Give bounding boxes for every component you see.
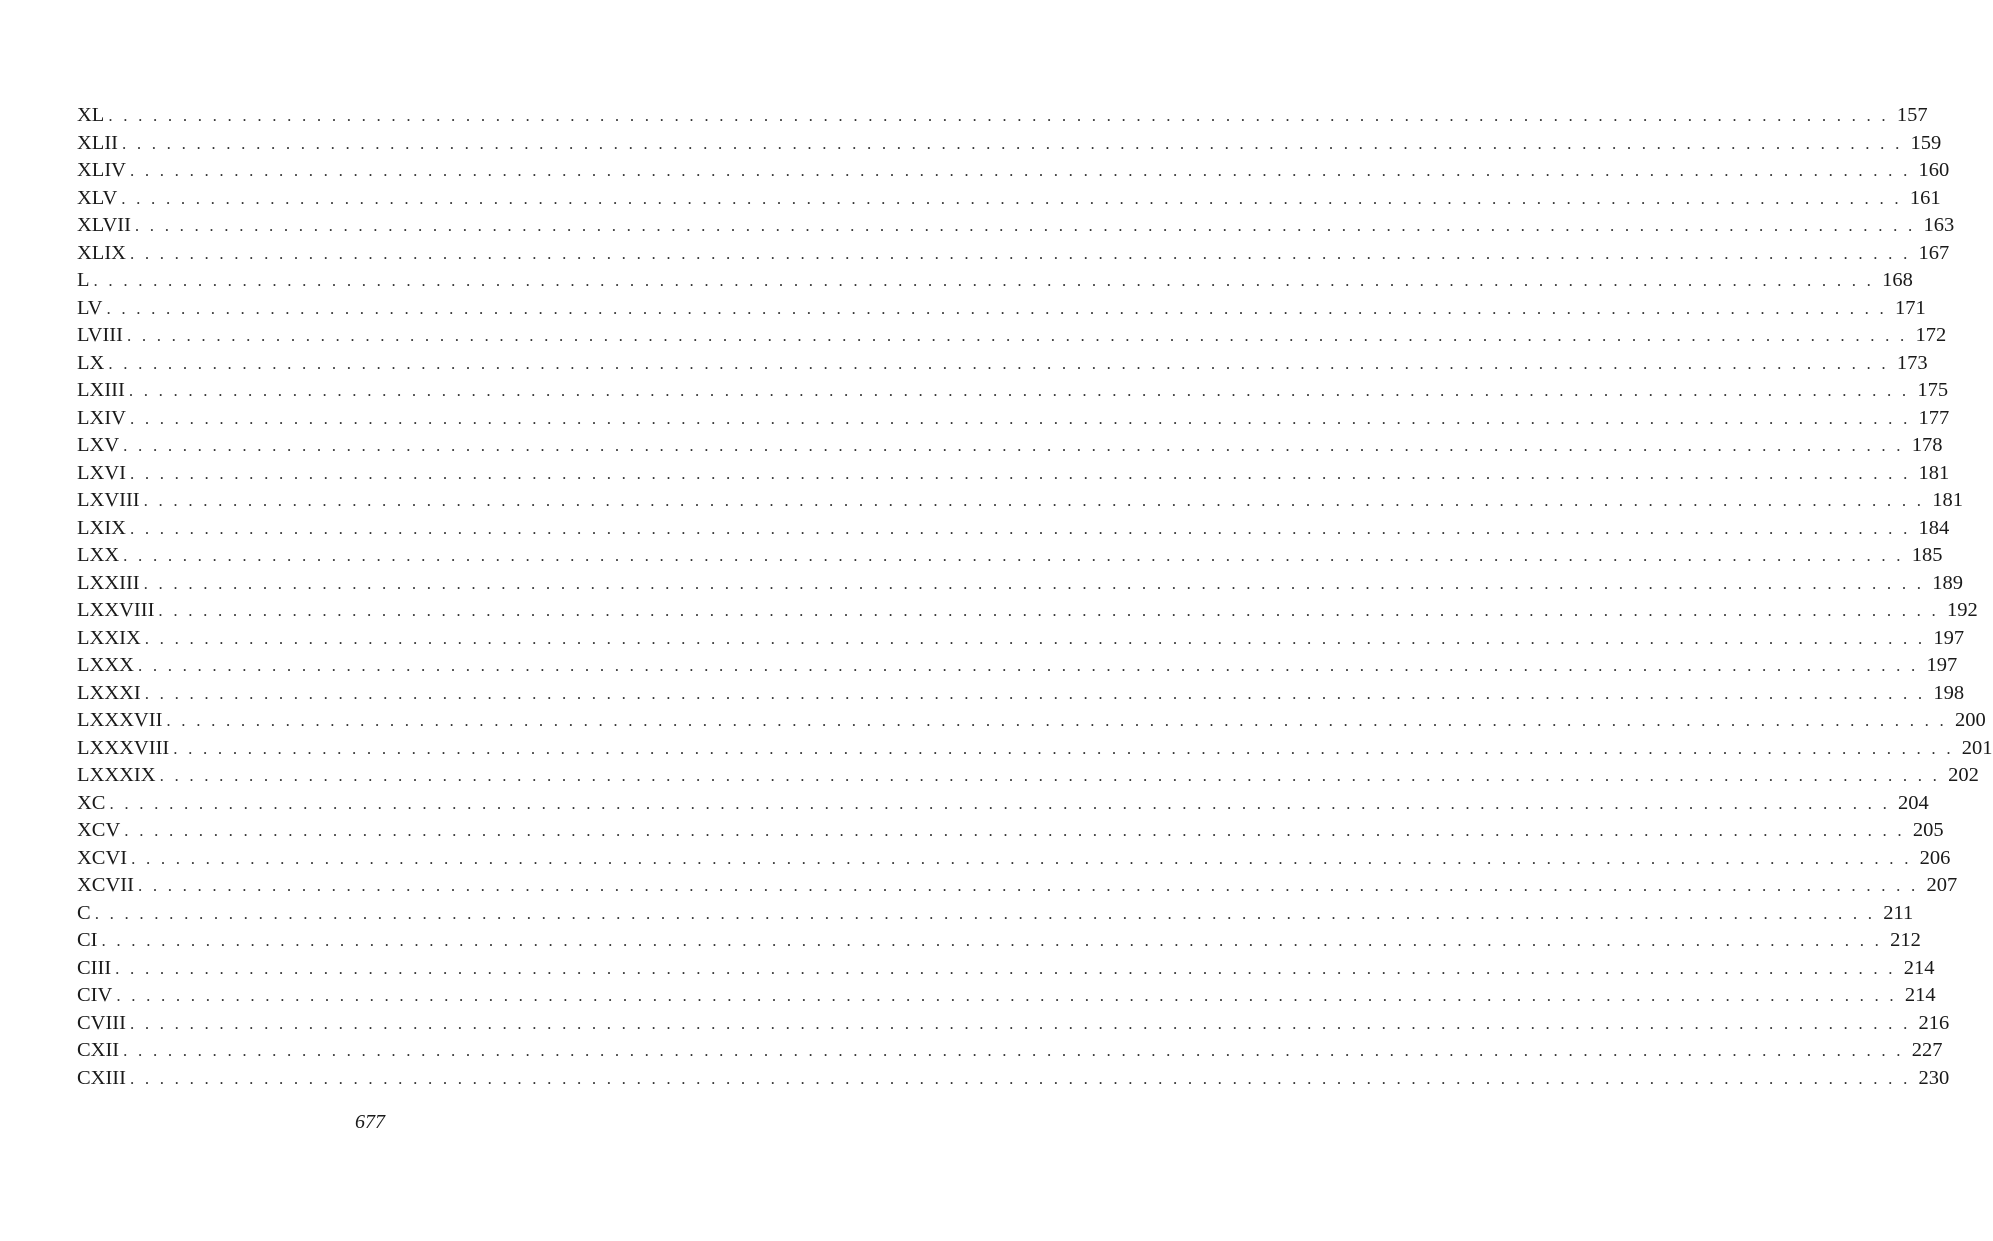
toc-entry-page: 197 <box>1926 654 1958 676</box>
toc-entry <box>77 927 1921 955</box>
toc-entry <box>77 212 1955 240</box>
dot-leader: . . . . . . . . . . . . . . . . . . . . . . . . . . . . . . . . . . . . . . . . . . . . . . . . . . . . . . . . . . . . . . . . . . . . . . . . . . . . . . . . . . . . . . . . . . . . . . . . . . . . . . . . . . . . . . . . . . . . . . . . <box>144 628 1926 648</box>
toc-entry-page: 212 <box>1890 929 1921 951</box>
toc-entry-label: LXXIII <box>77 571 140 594</box>
toc-entry <box>77 955 1935 983</box>
toc-entry-page: 163 <box>1923 214 1955 236</box>
toc-entry-page: 181 <box>1932 489 1963 511</box>
dot-leader: . . . . . . . . . . . . . . . . . . . . . . . . . . . . . . . . . . . . . . . . . . . . . . . . . . . . . . . . . . . . . . . . . . . . . . . . . . . . . . . . . . . . . . . . . . . . . . . . . . . . . . . . . . . . . . . . . . . . . . . . <box>129 243 1911 263</box>
toc-entry <box>77 625 1965 653</box>
toc-entry-page: 197 <box>1933 626 1965 649</box>
dot-leader: . . . . . . . . . . . . . . . . . . . . . . . . . . . . . . . . . . . . . . . . . . . . . . . . . . . . . . . . . . . . . . . . . . . . . . . . . . . . . . . . . . . . . . . . . . . . . . . . . . . . . . . . . . . . . . . . . . . . . . . . <box>93 271 1875 290</box>
dot-leader: . . . . . . . . . . . . . . . . . . . . . . . . . . . . . . . . . . . . . . . . . . . . . . . . . . . . . . . . . . . . . . . . . . . . . . . . . . . . . . . . . . . . . . . . . . . . . . . . . . . . . . . . . . . . . . . . . . . . . . . . <box>126 326 1908 345</box>
toc-entry-label: C <box>77 901 91 924</box>
toc-entry <box>77 157 1950 185</box>
dot-leader: . . . . . . . . . . . . . . . . . . . . . . . . . . . . . . . . . . . . . . . . . . . . . . . . . . . . . . . . . . . . . . . . . . . . . . . . . . . . . . . . . . . . . . . . . . . . . . . . . . . . . . . . . . . . . . . . . . . . . . . . <box>128 381 1910 400</box>
toc-entry-page: 167 <box>1918 241 1950 264</box>
toc-entry-page: 160 <box>1918 159 1950 181</box>
toc-entry-page: 214 <box>1903 956 1935 979</box>
dot-leader: . . . . . . . . . . . . . . . . . . . . . . . . . . . . . . . . . . . . . . . . . . . . . . . . . . . . . . . . . . . . . . . . . . . . . . . . . . . . . . . . . . . . . . . . . . . . . . . . . . . . . . . . . . . . . . . . . . . . . . . . <box>158 601 1939 620</box>
toc-entry <box>77 597 1978 625</box>
toc-entry-page: 201 <box>1961 736 1993 759</box>
toc-entry-label: CXII <box>77 1039 120 1061</box>
toc-entry <box>77 570 1963 598</box>
toc-entry <box>77 350 1928 378</box>
toc-entry <box>77 130 1942 158</box>
toc-entry-label: LXX <box>77 544 120 566</box>
dot-leader: . . . . . . . . . . . . . . . . . . . . . . . . . . . . . . . . . . . . . . . . . . . . . . . . . . . . . . . . . . . . . . . . . . . . . . . . . . . . . . . . . . . . . . . . . . . . . . . . . . . . . . . . . . . . . . . . . . . . . . . . <box>143 491 1925 510</box>
toc-entry <box>77 377 1949 405</box>
toc-entry-page: 200 <box>1954 709 1986 731</box>
toc-entry-label: XLVII <box>77 214 131 236</box>
dot-leader: . . . . . . . . . . . . . . . . . . . . . . . . . . . . . . . . . . . . . . . . . . . . . . . . . . . . . . . . . . . . . . . . . . . . . . . . . . . . . . . . . . . . . . . . . . . . . . . . . . . . . . . . . . . . . . . . . . . . . . . . <box>129 1013 1911 1033</box>
toc-entry-label: LV <box>77 296 103 319</box>
toc-entry-label: LXXX <box>77 654 134 676</box>
dot-leader: . . . . . . . . . . . . . . . . . . . . . . . . . . . . . . . . . . . . . . . . . . . . . . . . . . . . . . . . . . . . . . . . . . . . . . . . . . . . . . . . . . . . . . . . . . . . . . . . . . . . . . . . . . . . . . . . . . . . . . . . <box>116 986 1897 1005</box>
toc-entry-label: LXXXVIII <box>77 736 170 759</box>
toc-entry-label: LX <box>77 351 105 374</box>
toc-entry-page: 175 <box>1917 379 1949 401</box>
toc-entry-page: 202 <box>1948 764 1979 786</box>
toc-entry-page: 227 <box>1911 1039 1943 1061</box>
toc-entry-page: 172 <box>1915 324 1947 346</box>
dot-leader: . . . . . . . . . . . . . . . . . . . . . . . . . . . . . . . . . . . . . . . . . . . . . . . . . . . . . . . . . . . . . . . . . . . . . . . . . . . . . . . . . . . . . . . . . . . . . . . . . . . . . . . . . . . . . . . . . . . . . . . . <box>108 106 1889 125</box>
dot-leader: . . . . . . . . . . . . . . . . . . . . . . . . . . . . . . . . . . . . . . . . . . . . . . . . . . . . . . . . . . . . . . . . . . . . . . . . . . . . . . . . . . . . . . . . . . . . . . . . . . . . . . . . . . . . . . . . . . . . . . . . <box>123 436 1904 455</box>
toc-entry-label: XCVI <box>77 846 128 869</box>
toc-entry <box>77 460 1950 488</box>
dot-leader: . . . . . . . . . . . . . . . . . . . . . . . . . . . . . . . . . . . . . . . . . . . . . . . . . . . . . . . . . . . . . . . . . . . . . . . . . . . . . . . . . . . . . . . . . . . . . . . . . . . . . . . . . . . . . . . . . . . . . . . . <box>129 408 1911 428</box>
toc-entry-page: 206 <box>1919 846 1951 869</box>
toc-entry-label: LXIX <box>77 516 126 539</box>
toc-entry-page: 198 <box>1933 681 1965 704</box>
toc-entry-page: 184 <box>1918 516 1950 539</box>
dot-leader: . . . . . . . . . . . . . . . . . . . . . . . . . . . . . . . . . . . . . . . . . . . . . . . . . . . . . . . . . . . . . . . . . . . . . . . . . . . . . . . . . . . . . . . . . . . . . . . . . . . . . . . . . . . . . . . . . . . . . . . . <box>134 216 1916 235</box>
toc-entry-label: LXVI <box>77 461 126 484</box>
toc-entry-label: XLII <box>77 131 118 154</box>
toc-entry <box>77 1065 1950 1093</box>
toc-entry <box>77 487 1963 515</box>
toc-entry-label: XLV <box>77 186 118 209</box>
toc-entry-page: 161 <box>1909 186 1941 209</box>
dot-leader: . . . . . . . . . . . . . . . . . . . . . . . . . . . . . . . . . . . . . . . . . . . . . . . . . . . . . . . . . . . . . . . . . . . . . . . . . . . . . . . . . . . . . . . . . . . . . . . . . . . . . . . . . . . . . . . . . . . . . . . . <box>131 848 1912 868</box>
toc-entry <box>77 652 1958 680</box>
dot-leader: . . . . . . . . . . . . . . . . . . . . . . . . . . . . . . . . . . . . . . . . . . . . . . . . . . . . . . . . . . . . . . . . . . . . . . . . . . . . . . . . . . . . . . . . . . . . . . . . . . . . . . . . . . . . . . . . . . . . . . . . <box>137 656 1919 675</box>
dot-leader: . . . . . . . . . . . . . . . . . . . . . . . . . . . . . . . . . . . . . . . . . . . . . . . . . . . . . . . . . . . . . . . . . . . . . . . . . . . . . . . . . . . . . . . . . . . . . . . . . . . . . . . . . . . . . . . . . . . . . . . . <box>159 766 1941 785</box>
toc-entry <box>77 707 1986 735</box>
toc-entry-label: LXVIII <box>77 489 140 511</box>
toc-entry-label: LXXXIX <box>77 764 156 786</box>
toc-entry <box>77 1037 1943 1065</box>
dot-leader: . . . . . . . . . . . . . . . . . . . . . . . . . . . . . . . . . . . . . . . . . . . . . . . . . . . . . . . . . . . . . . . . . . . . . . . . . . . . . . . . . . . . . . . . . . . . . . . . . . . . . . . . . . . . . . . . . . . . . . . . <box>115 958 1896 978</box>
toc-entry <box>77 845 1951 873</box>
toc-entry-label: LXXVIII <box>77 599 155 621</box>
toc-entry <box>77 680 1965 708</box>
toc-entry-label: LXV <box>77 434 120 456</box>
toc-entry-label: L <box>77 269 90 291</box>
toc-entry-page: 211 <box>1883 901 1914 924</box>
toc-entry-page: 181 <box>1918 461 1950 484</box>
table-of-contents <box>77 102 1993 1092</box>
toc-entry-label: LXXXI <box>77 681 141 704</box>
toc-entry-label: LXIV <box>77 406 126 429</box>
toc-entry <box>77 515 1950 543</box>
toc-entry-label: LVIII <box>77 324 123 346</box>
toc-entry <box>77 102 1928 130</box>
toc-entry-page: 192 <box>1946 599 1978 621</box>
toc-entry-label: LXXXVII <box>77 709 163 731</box>
toc-entry <box>77 900 1914 928</box>
dot-leader: . . . . . . . . . . . . . . . . . . . . . . . . . . . . . . . . . . . . . . . . . . . . . . . . . . . . . . . . . . . . . . . . . . . . . . . . . . . . . . . . . . . . . . . . . . . . . . . . . . . . . . . . . . . . . . . . . . . . . . . . <box>144 683 1926 703</box>
dot-leader: . . . . . . . . . . . . . . . . . . . . . . . . . . . . . . . . . . . . . . . . . . . . . . . . . . . . . . . . . . . . . . . . . . . . . . . . . . . . . . . . . . . . . . . . . . . . . . . . . . . . . . . . . . . . . . . . . . . . . . . . <box>94 903 1876 923</box>
toc-entry-label: CIII <box>77 956 112 979</box>
toc-entry <box>77 542 1943 570</box>
toc-entry-page: 216 <box>1918 1011 1950 1034</box>
toc-entry-label: XL <box>77 104 105 126</box>
dot-leader: . . . . . . . . . . . . . . . . . . . . . . . . . . . . . . . . . . . . . . . . . . . . . . . . . . . . . . . . . . . . . . . . . . . . . . . . . . . . . . . . . . . . . . . . . . . . . . . . . . . . . . . . . . . . . . . . . . . . . . . . <box>101 931 1883 950</box>
toc-entry <box>77 817 1944 845</box>
toc-entry-label: CXIII <box>77 1066 126 1089</box>
toc-entry-page: 205 <box>1912 819 1944 841</box>
dot-leader: . . . . . . . . . . . . . . . . . . . . . . . . . . . . . . . . . . . . . . . . . . . . . . . . . . . . . . . . . . . . . . . . . . . . . . . . . . . . . . . . . . . . . . . . . . . . . . . . . . . . . . . . . . . . . . . . . . . . . . . . <box>137 876 1919 895</box>
toc-entry <box>77 872 1958 900</box>
dot-leader: . . . . . . . . . . . . . . . . . . . . . . . . . . . . . . . . . . . . . . . . . . . . . . . . . . . . . . . . . . . . . . . . . . . . . . . . . . . . . . . . . . . . . . . . . . . . . . . . . . . . . . . . . . . . . . . . . . . . . . . . <box>173 738 1954 758</box>
dot-leader: . . . . . . . . . . . . . . . . . . . . . . . . . . . . . . . . . . . . . . . . . . . . . . . . . . . . . . . . . . . . . . . . . . . . . . . . . . . . . . . . . . . . . . . . . . . . . . . . . . . . . . . . . . . . . . . . . . . . . . . . <box>129 463 1911 483</box>
dot-leader: . . . . . . . . . . . . . . . . . . . . . . . . . . . . . . . . . . . . . . . . . . . . . . . . . . . . . . . . . . . . . . . . . . . . . . . . . . . . . . . . . . . . . . . . . . . . . . . . . . . . . . . . . . . . . . . . . . . . . . . . <box>143 573 1925 593</box>
dot-leader: . . . . . . . . . . . . . . . . . . . . . . . . . . . . . . . . . . . . . . . . . . . . . . . . . . . . . . . . . . . . . . . . . . . . . . . . . . . . . . . . . . . . . . . . . . . . . . . . . . . . . . . . . . . . . . . . . . . . . . . . <box>166 711 1947 730</box>
toc-entry-label: CIV <box>77 984 113 1006</box>
toc-entry-page: 157 <box>1896 104 1928 126</box>
toc-entry <box>77 432 1943 460</box>
toc-entry-label: CI <box>77 929 98 951</box>
toc-entry <box>77 762 1979 790</box>
toc-entry <box>77 1010 1950 1038</box>
toc-entry-page: 185 <box>1911 544 1943 566</box>
dot-leader: . . . . . . . . . . . . . . . . . . . . . . . . . . . . . . . . . . . . . . . . . . . . . . . . . . . . . . . . . . . . . . . . . . . . . . . . . . . . . . . . . . . . . . . . . . . . . . . . . . . . . . . . . . . . . . . . . . . . . . . . <box>129 1068 1911 1088</box>
toc-entry-label: XC <box>77 791 106 814</box>
toc-entry-label: XLIX <box>77 241 126 264</box>
toc-entry <box>77 790 1929 818</box>
toc-entry <box>77 322 1947 350</box>
toc-entry-label: XCV <box>77 819 121 841</box>
dot-leader: . . . . . . . . . . . . . . . . . . . . . . . . . . . . . . . . . . . . . . . . . . . . . . . . . . . . . . . . . . . . . . . . . . . . . . . . . . . . . . . . . . . . . . . . . . . . . . . . . . . . . . . . . . . . . . . . . . . . . . . . <box>109 793 1891 813</box>
toc-entry <box>77 295 1926 323</box>
toc-entry-label: XCVII <box>77 874 134 896</box>
toc-entry-page: 171 <box>1895 296 1926 319</box>
toc-entry-page: 178 <box>1911 434 1943 456</box>
toc-entry-page: 168 <box>1882 269 1913 291</box>
dot-leader: . . . . . . . . . . . . . . . . . . . . . . . . . . . . . . . . . . . . . . . . . . . . . . . . . . . . . . . . . . . . . . . . . . . . . . . . . . . . . . . . . . . . . . . . . . . . . . . . . . . . . . . . . . . . . . . . . . . . . . . . <box>124 821 1905 840</box>
toc-entry <box>77 240 1950 268</box>
toc-entry-page: 173 <box>1896 351 1928 374</box>
toc-entry-label: XLIV <box>77 159 126 181</box>
toc-entry-page: 177 <box>1918 406 1950 429</box>
dot-leader: . . . . . . . . . . . . . . . . . . . . . . . . . . . . . . . . . . . . . . . . . . . . . . . . . . . . . . . . . . . . . . . . . . . . . . . . . . . . . . . . . . . . . . . . . . . . . . . . . . . . . . . . . . . . . . . . . . . . . . . . <box>129 161 1911 180</box>
dot-leader: . . . . . . . . . . . . . . . . . . . . . . . . . . . . . . . . . . . . . . . . . . . . . . . . . . . . . . . . . . . . . . . . . . . . . . . . . . . . . . . . . . . . . . . . . . . . . . . . . . . . . . . . . . . . . . . . . . . . . . . . <box>121 188 1902 208</box>
toc-entry-page: 207 <box>1926 874 1958 896</box>
toc-entry <box>77 267 1913 295</box>
toc-entry <box>77 982 1936 1010</box>
toc-entry-label: LXXIX <box>77 626 141 649</box>
toc-entry <box>77 405 1950 433</box>
toc-entry-label: CVIII <box>77 1011 126 1034</box>
dot-leader: . . . . . . . . . . . . . . . . . . . . . . . . . . . . . . . . . . . . . . . . . . . . . . . . . . . . . . . . . . . . . . . . . . . . . . . . . . . . . . . . . . . . . . . . . . . . . . . . . . . . . . . . . . . . . . . . . . . . . . . . <box>123 1041 1904 1060</box>
toc-entry <box>77 185 1941 213</box>
toc-entry-page: 189 <box>1932 571 1963 594</box>
toc-entry-page: 159 <box>1910 131 1942 154</box>
toc-entry-label: LXIII <box>77 379 125 401</box>
toc-entry-page: 230 <box>1918 1066 1950 1089</box>
dot-leader: . . . . . . . . . . . . . . . . . . . . . . . . . . . . . . . . . . . . . . . . . . . . . . . . . . . . . . . . . . . . . . . . . . . . . . . . . . . . . . . . . . . . . . . . . . . . . . . . . . . . . . . . . . . . . . . . . . . . . . . . <box>106 298 1888 318</box>
dot-leader: . . . . . . . . . . . . . . . . . . . . . . . . . . . . . . . . . . . . . . . . . . . . . . . . . . . . . . . . . . . . . . . . . . . . . . . . . . . . . . . . . . . . . . . . . . . . . . . . . . . . . . . . . . . . . . . . . . . . . . . . <box>123 546 1904 565</box>
dot-leader: . . . . . . . . . . . . . . . . . . . . . . . . . . . . . . . . . . . . . . . . . . . . . . . . . . . . . . . . . . . . . . . . . . . . . . . . . . . . . . . . . . . . . . . . . . . . . . . . . . . . . . . . . . . . . . . . . . . . . . . . <box>108 353 1889 373</box>
dot-leader: . . . . . . . . . . . . . . . . . . . . . . . . . . . . . . . . . . . . . . . . . . . . . . . . . . . . . . . . . . . . . . . . . . . . . . . . . . . . . . . . . . . . . . . . . . . . . . . . . . . . . . . . . . . . . . . . . . . . . . . . <box>129 518 1911 538</box>
toc-entry-page: 204 <box>1898 791 1929 814</box>
toc-entry <box>77 735 1993 763</box>
dot-leader: . . . . . . . . . . . . . . . . . . . . . . . . . . . . . . . . . . . . . . . . . . . . . . . . . . . . . . . . . . . . . . . . . . . . . . . . . . . . . . . . . . . . . . . . . . . . . . . . . . . . . . . . . . . . . . . . . . . . . . . . <box>121 133 1903 153</box>
page-number: 677 <box>355 1111 385 1133</box>
toc-entry-page: 214 <box>1904 984 1936 1006</box>
